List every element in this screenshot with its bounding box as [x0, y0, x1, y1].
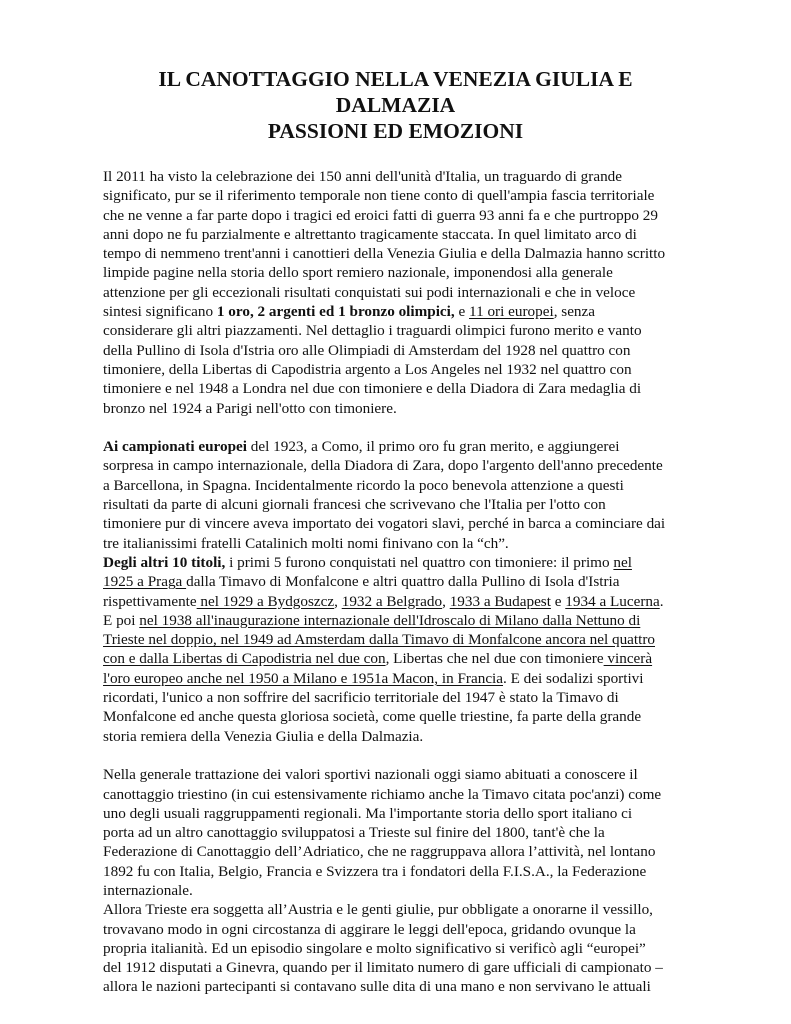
title-line-3: PASSIONI ED EMOZIONI [267, 119, 524, 143]
text-line [103, 707, 693, 726]
text-run: propria italianità. Ed un episodio singolare e molto significativo si verificò agli “europei” [103, 939, 646, 957]
text-line [103, 920, 693, 939]
text-line [103, 399, 693, 418]
text-line [103, 592, 693, 611]
text-line [103, 263, 693, 282]
text-run: rispettivamente [103, 592, 197, 610]
text-run: internazionale. [103, 881, 193, 899]
bold-text: Degli altri 10 titoli, [103, 553, 226, 571]
text-run: Federazione di Canottaggio dell’Adriatico, che ne raggruppava allora l’attività, nel lontano [103, 843, 656, 861]
text-line [103, 244, 693, 263]
underlined-text: nel [613, 553, 632, 571]
text-run: della Pullino di Isola d'Istria oro alle Olimpiadi di Amsterdam del 1928 nel quattro con [103, 341, 631, 359]
text-line [103, 437, 693, 456]
text-line [103, 186, 693, 205]
underlined-text: 1934 a Lucerna [565, 592, 660, 610]
text-run: bronzo nel 1924 a Parigi nell'otto con timoniere. [103, 399, 397, 417]
text-run: tempo di nemmeno trent'anni i canottieri della Venezia Giulia e della Dalmazia hanno scritto [103, 245, 666, 263]
text-run: 1892 fu con Italia, Belgio, Francia e Svizzera tra i fondatori della F.I.S.A., la Federazione [103, 862, 647, 880]
text-line [103, 900, 693, 919]
text-run: attenzione per gli eccezionali risultati conquistati sui podi internazionali e che in veloce [103, 283, 636, 301]
text-line [103, 765, 693, 784]
text-run: dalla Timavo di Monfalcone e altri quattro dalla Pullino di Isola d'Istria [186, 573, 620, 591]
text-run: ricordati, l'unico a non soffrire del sacrificio territoriale del 1947 è stato la Timavo di [103, 689, 619, 707]
text-run: . [659, 592, 664, 610]
text-line [103, 572, 693, 591]
text-line [103, 283, 693, 302]
text-run: sintesi significano [103, 303, 217, 321]
underlined-text: Trieste nel doppio, nel 1949 ad Amsterdam dalla Timavo di Monfalcone ancora nel quattro [103, 631, 655, 649]
blank-line [103, 418, 693, 437]
underlined-text: con e dalla Libertas di Capodistria nel due con [103, 650, 386, 668]
text-run: limpide pagine nella storia dello sport remiero nazionale, imponendosi alla generale [103, 264, 613, 282]
underlined-text: 1933 a Budapest [449, 592, 551, 610]
underlined-text: 1932 a Belgrado [341, 592, 443, 610]
text-line [103, 167, 693, 186]
text-line [103, 456, 693, 475]
text-line [103, 553, 693, 572]
text-line [103, 958, 693, 977]
text-line [103, 649, 693, 668]
text-line [103, 206, 693, 225]
text-run: allora le nazioni partecipanti si contavano sulle dita di una mano e non servivano le attuali [103, 978, 651, 996]
text-line [103, 630, 693, 649]
text-line [103, 321, 693, 340]
text-line [103, 360, 693, 379]
text-run: , [334, 592, 342, 610]
text-line [103, 514, 693, 533]
text-line [103, 476, 693, 495]
text-run: . E dei sodalizi sportivi [503, 669, 644, 687]
text-run: timoniere, della Libertas di Capodistria argento a Los Angeles nel 1932 nel quattro con [103, 360, 632, 378]
text-line [103, 842, 693, 861]
text-run: sorpresa in campo internazionale, della Diadora di Zara, dopo l'argento dell'anno precedente [103, 457, 663, 475]
text-run: tre italianissimi fratelli Catalinich molti nomi finivano con la “ch”. [103, 534, 509, 552]
text-run: e [454, 303, 470, 321]
text-line [103, 225, 693, 244]
underlined-text: 1925 a Praga [103, 573, 187, 591]
text-run: , [442, 592, 450, 610]
underlined-text: nel 1938 all'inaugurazione internazionale dell'Idroscalo di Milano dalla Nettuno di [139, 611, 641, 629]
text-run: del 1912 disputati a Ginevra, quando per il limitato numero di gare ufficiali di campionato – [103, 959, 663, 977]
text-line [103, 939, 693, 958]
article-body [103, 167, 693, 997]
text-run: risultati da parte di alcuni giornali francesi che scrivevano che l'Italia per l'otto con [103, 496, 606, 514]
text-run: anni dopo ne fu parzialmente e altrettanto tragicamente staccata. In quel limitato arco di [103, 225, 637, 243]
text-run: Nella generale trattazione dei valori sportivi nazionali oggi siamo abituati a conoscere il [103, 766, 638, 784]
text-line [103, 977, 693, 996]
underlined-text: 11 ori europei [469, 303, 554, 321]
text-line [103, 341, 693, 360]
text-run: Allora Trieste era soggetta all’Austria e le genti giulie, pur obbligate a onorarne il vessillo, [103, 901, 653, 919]
text-line [103, 881, 693, 900]
text-line [103, 688, 693, 707]
text-run: che ne venne a far parte dopo i tragici ed eroici fatti di guerra 93 anni fa e che purtroppo 29 [103, 206, 658, 224]
bold-text: 1 oro, 2 argenti ed 1 bronzo olimpici, [216, 303, 455, 321]
text-line [103, 785, 693, 804]
text-run: i primi 5 furono conquistati nel quattro con timoniere: il primo [225, 553, 614, 571]
text-run: a Barcellona, in Spagna. Incidentalmente ricordo la poco benevola attenzione a questi [103, 476, 624, 494]
underlined-text: l'oro europeo anche nel 1950 a Milano e 1951a Macon, in Francia [103, 669, 504, 687]
text-line [103, 379, 693, 398]
text-line [103, 534, 693, 553]
text-run: Monfalcone ed anche questa gloriosa società, come quelle triestine, fa parte della grande [103, 708, 642, 726]
text-run: e [550, 592, 566, 610]
title-line-2: DALMAZIA [335, 93, 456, 117]
text-line [103, 611, 693, 630]
text-run: significato, pur se il riferimento temporale non tiene conto di quell'ampia fascia territoriale [103, 187, 655, 205]
text-run: trovavano modo in ogni circostanza di aggirare le leggi dell'epoca, gridando ovunque la [103, 920, 636, 938]
underlined-text: nel 1929 a Bydgoszcz [196, 592, 335, 610]
blank-line [103, 746, 693, 765]
title-line-1: IL CANOTTAGGIO NELLA VENEZIA GIULIA E [158, 67, 633, 91]
text-run: uno degli usuali raggruppamenti regionali. Ma l'importante storia dello sport italiano ci [103, 804, 633, 822]
text-run: , Libertas che nel due con timoniere [385, 650, 604, 668]
text-run: Il 2011 ha visto la celebrazione dei 150 anni dell'unità d'Italia, un traguardo di grande [103, 168, 622, 185]
text-line [103, 669, 693, 688]
text-line [103, 804, 693, 823]
bold-text: Ai campionati europei [103, 438, 247, 456]
text-line [103, 727, 693, 746]
underlined-text: vincerà [603, 650, 653, 668]
text-run: timoniere pur di vincere aveva importato dei vogatori slavi, perché in barca a cominciare dai [103, 515, 666, 533]
text-run: del 1923, a Como, il primo oro fu gran merito, e aggiungerei [247, 438, 620, 456]
text-run: timoniere e nel 1948 a Londra nel due con timoniere e della Diadora di Zara medaglia di [103, 380, 642, 398]
text-line [103, 302, 693, 321]
text-run: canottaggio triestino (in cui estensivamente richiamo anche la Timavo citata poc'anzi) come [103, 785, 662, 803]
text-run: storia remiera della Venezia Giulia e della Dalmazia. [103, 727, 424, 745]
text-run: considerare gli altri piazzamenti. Nel dettaglio i traguardi olimpici furono merito e vanto [103, 322, 642, 340]
text-run: porta ad un altro canottaggio sviluppatosi a Trieste sul finire del 1800, tant'è che la [103, 824, 605, 842]
text-line [103, 862, 693, 881]
document-title [103, 66, 688, 144]
text-line [103, 823, 693, 842]
text-line [103, 495, 693, 514]
text-run: , senza [553, 303, 596, 321]
text-run: E poi [103, 611, 140, 629]
